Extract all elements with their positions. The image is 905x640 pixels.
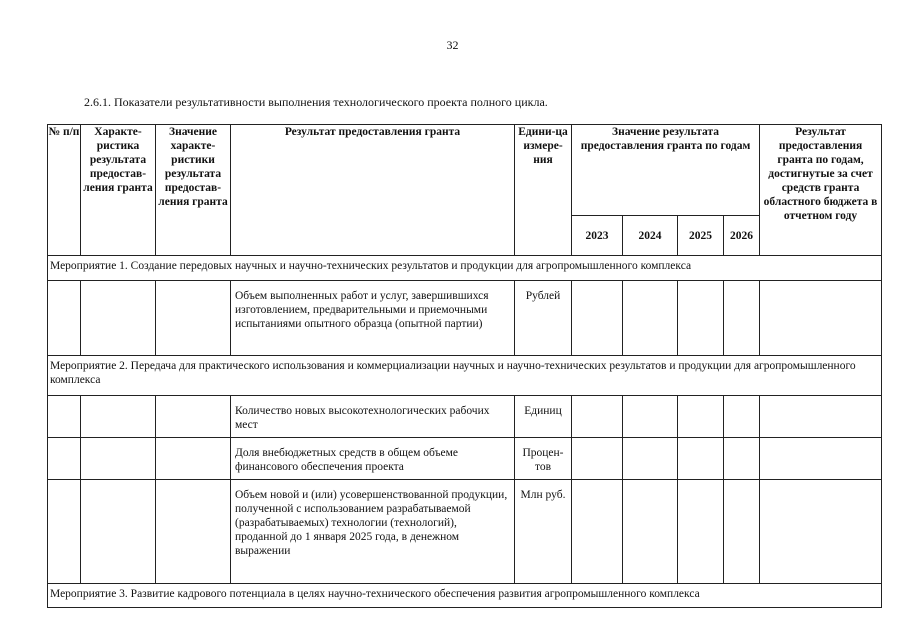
cell-num bbox=[48, 438, 81, 480]
header-row bbox=[48, 125, 882, 216]
cell-result: Количество новых высокотехнологических рабочих мест bbox=[231, 396, 515, 438]
cell-year-value bbox=[623, 281, 678, 356]
cell-year-value bbox=[724, 281, 760, 356]
cell-year-value bbox=[678, 281, 724, 356]
cell-year-value bbox=[623, 396, 678, 438]
cell-unit: Рублей bbox=[515, 281, 572, 356]
cell-result: Объем выполненных работ и услуг, завершившихся изготовлением, предварительными и приемочными испытаниями опытного образца (опытной партии) bbox=[231, 281, 515, 356]
activity-title: Мероприятие 2. Передача для практического использования и коммерциализации научных и научно-технических результатов и продукции для агропромышленного комплекса bbox=[48, 356, 882, 396]
cell-unit: Единиц bbox=[515, 396, 572, 438]
activity-title: Мероприятие 3. Развитие кадрового потенциала в целях научно-технического обеспечения развития агропромышленного комплекса bbox=[48, 584, 882, 608]
cell-year-value bbox=[678, 480, 724, 584]
header-year: 2023 bbox=[572, 216, 623, 256]
cell-year-value bbox=[623, 480, 678, 584]
cell-value bbox=[156, 281, 231, 356]
cell-characteristic bbox=[81, 480, 156, 584]
cell-num bbox=[48, 281, 81, 356]
cell-characteristic bbox=[81, 438, 156, 480]
activity-row bbox=[48, 584, 882, 608]
cell-year-value bbox=[678, 396, 724, 438]
cell-year-value bbox=[572, 281, 623, 356]
activity-title: Мероприятие 1. Создание передовых научных и научно-технических результатов и продукции для агропромышленного комплекса bbox=[48, 256, 882, 281]
cell-year-value bbox=[724, 396, 760, 438]
cell-achieved bbox=[760, 438, 882, 480]
header-year: 2024 bbox=[623, 216, 678, 256]
header-result: Результат предоставления гранта bbox=[231, 125, 515, 256]
cell-value bbox=[156, 396, 231, 438]
cell-characteristic bbox=[81, 281, 156, 356]
header-value: Значение характе-ристики результата предостав-ления гранта bbox=[156, 125, 231, 256]
header-characteristic: Характе-ристика результата предостав-ления гранта bbox=[81, 125, 156, 256]
cell-result: Доля внебюджетных средств в общем объеме финансового обеспечения проекта bbox=[231, 438, 515, 480]
cell-year-value bbox=[572, 438, 623, 480]
cell-characteristic bbox=[81, 396, 156, 438]
cell-value bbox=[156, 480, 231, 584]
cell-unit: Млн руб. bbox=[515, 480, 572, 584]
cell-year-value bbox=[623, 438, 678, 480]
section-title: 2.6.1. Показатели результативности выполнения технологического проекта полного цикла. bbox=[84, 95, 548, 109]
header-num: № п/п bbox=[48, 125, 81, 256]
table-row bbox=[48, 396, 882, 438]
cell-year-value bbox=[572, 396, 623, 438]
header-values-by-year: Значение результата предоставления гранта по годам bbox=[572, 125, 760, 216]
cell-achieved bbox=[760, 396, 882, 438]
table-row bbox=[48, 480, 882, 584]
activity-row bbox=[48, 256, 882, 281]
table-row bbox=[48, 438, 882, 480]
header-year: 2026 bbox=[724, 216, 760, 256]
cell-unit: Процен-тов bbox=[515, 438, 572, 480]
cell-year-value bbox=[724, 480, 760, 584]
header-unit: Едини-ца измере-ния bbox=[515, 125, 572, 256]
cell-achieved bbox=[760, 480, 882, 584]
header-achieved: Результат предоставления гранта по годам, достигнутые за счет средств гранта областного бюджета в отчетном году bbox=[760, 125, 882, 256]
cell-year-value bbox=[724, 438, 760, 480]
page-number: 32 bbox=[446, 38, 459, 52]
cell-num bbox=[48, 480, 81, 584]
table-row bbox=[48, 281, 882, 356]
cell-num bbox=[48, 396, 81, 438]
cell-year-value bbox=[678, 438, 724, 480]
cell-result: Объем новой и (или) усовершенствованной продукции, полученной с использованием разрабатываемой (разрабатываемых) технологии (технологий), проданной до 1 января 2025 года, в денежном выражении bbox=[231, 480, 515, 584]
results-table bbox=[47, 124, 882, 608]
activity-row bbox=[48, 356, 882, 396]
cell-value bbox=[156, 438, 231, 480]
cell-achieved bbox=[760, 281, 882, 356]
cell-year-value bbox=[572, 480, 623, 584]
header-year: 2025 bbox=[678, 216, 724, 256]
